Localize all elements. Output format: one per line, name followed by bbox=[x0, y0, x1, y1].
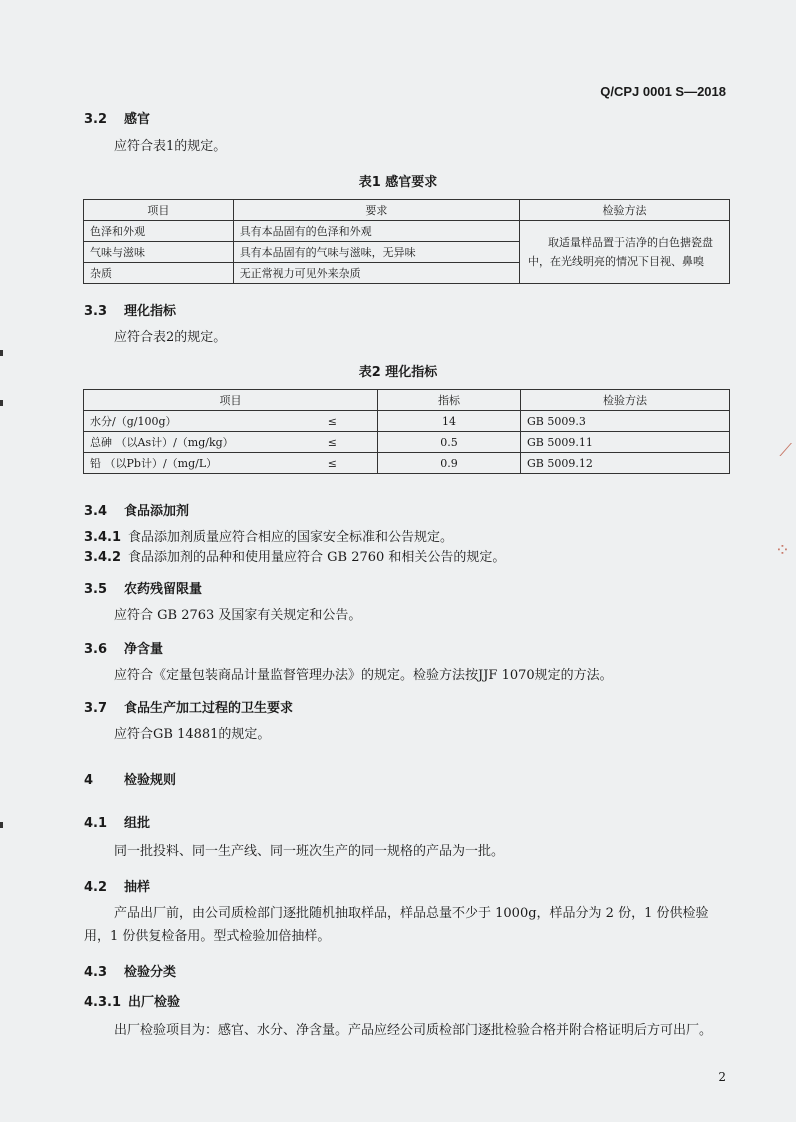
section-3-4-2 bbox=[84, 546, 724, 569]
section-number: 3.4.1 bbox=[84, 530, 122, 545]
section-4-3-1-heading bbox=[84, 991, 180, 1010]
table1-caption: 表1 感官要求 bbox=[358, 175, 438, 190]
section-3-3-text: 应符合表2的规定。 bbox=[114, 330, 227, 345]
operator-cell: ≤ bbox=[300, 432, 377, 453]
section-text: 食品添加剂质量应符合相应的国家安全标准和公告规定。 bbox=[128, 530, 454, 545]
section-3-7-heading bbox=[84, 697, 293, 716]
section-3-6-heading bbox=[84, 638, 163, 657]
section-4-1-text: 同一批投料、同一生产线、同一班次生产的同一规格的产品为一批。 bbox=[114, 844, 505, 859]
section-title: 感官 bbox=[124, 112, 151, 127]
col-header: 检验方法 bbox=[521, 390, 730, 411]
section-number: 4.3 bbox=[84, 965, 108, 980]
section-3-4-heading bbox=[84, 500, 189, 519]
section-number: 3.7 bbox=[84, 701, 108, 716]
section-number: 3.5 bbox=[84, 582, 108, 597]
section-4-3-1-text: 出厂检验项目为：感官、水分、净含量。产品应经公司质检部门逐批检验合格并附合格证明后方可出厂。 bbox=[114, 1023, 713, 1038]
method-cell: 取适量样品置于洁净的白色搪瓷盘中，在光线明亮的情况下目视、鼻嗅 bbox=[520, 221, 730, 284]
section-4-3-heading bbox=[84, 961, 176, 980]
scan-edge-mark bbox=[0, 400, 3, 406]
table-row bbox=[84, 411, 730, 432]
section-title: 食品生产加工过程的卫生要求 bbox=[124, 701, 294, 716]
section-3-5-heading bbox=[84, 578, 202, 597]
item-cell: 水分/（g/100g） bbox=[84, 411, 301, 432]
item-cell: 总砷 （以As计）/（mg/kg） bbox=[84, 432, 301, 453]
requirement-cell: 具有本品固有的色泽和外观 bbox=[233, 221, 519, 242]
requirement-cell: 具有本品固有的气味与滋味，无异味 bbox=[233, 242, 519, 263]
section-3-6-text: 应符合《定量包装商品计量监督管理办法》的规定。检验方法按JJF 1070规定的方法。 bbox=[114, 668, 613, 683]
section-number: 4.1 bbox=[84, 816, 108, 831]
table2-caption: 表2 理化指标 bbox=[358, 365, 438, 380]
section-text: 食品添加剂的品种和使用量应符合 GB 2760 和相关公告的规定。 bbox=[128, 550, 506, 565]
requirement-cell: 无正常视力可见外来杂质 bbox=[233, 263, 519, 284]
stamp-fragment-icon: ⟋ bbox=[779, 440, 792, 461]
table-row bbox=[84, 221, 730, 242]
section-3-7-text: 应符合GB 14881的规定。 bbox=[114, 727, 271, 742]
scan-edge-mark bbox=[0, 822, 3, 828]
section-title: 出厂检验 bbox=[128, 995, 181, 1010]
section-number: 3.3 bbox=[84, 304, 108, 319]
col-header: 指标 bbox=[378, 390, 521, 411]
section-3-5-text: 应符合 GB 2763 及国家有关规定和公告。 bbox=[114, 608, 362, 623]
operator-cell: ≤ bbox=[300, 411, 377, 432]
method-cell: GB 5009.12 bbox=[521, 453, 730, 474]
value-cell: 0.5 bbox=[378, 432, 521, 453]
section-4-heading bbox=[84, 769, 176, 788]
col-header: 检验方法 bbox=[520, 200, 730, 221]
item-cell: 气味与滋味 bbox=[84, 242, 234, 263]
sensory-table bbox=[83, 199, 730, 284]
section-number: 3.4.2 bbox=[84, 550, 122, 565]
section-4-2-heading bbox=[84, 876, 150, 895]
section-title: 农药残留限量 bbox=[124, 582, 203, 597]
section-3-3-heading bbox=[84, 300, 176, 319]
item-cell: 色泽和外观 bbox=[84, 221, 234, 242]
section-title: 组批 bbox=[124, 816, 151, 831]
section-number: 3.4 bbox=[84, 504, 108, 519]
standard-code: Q/CPJ 0001 S—2018 bbox=[600, 84, 726, 99]
section-title: 净含量 bbox=[124, 642, 164, 657]
col-header: 项目 bbox=[84, 390, 378, 411]
table-row bbox=[84, 453, 730, 474]
table-row bbox=[84, 432, 730, 453]
section-number: 3.6 bbox=[84, 642, 108, 657]
section-number: 4.3.1 bbox=[84, 995, 122, 1010]
section-number: 4.2 bbox=[84, 880, 108, 895]
value-cell: 0.9 bbox=[378, 453, 521, 474]
value-cell: 14 bbox=[378, 411, 521, 432]
scan-edge-mark bbox=[0, 350, 3, 356]
section-title: 检验分类 bbox=[124, 965, 177, 980]
item-cell: 杂质 bbox=[84, 263, 234, 284]
section-3-2-text: 应符合表1的规定。 bbox=[114, 139, 227, 154]
col-header: 要求 bbox=[233, 200, 519, 221]
col-header: 项目 bbox=[84, 200, 234, 221]
physicochemical-table bbox=[83, 389, 730, 474]
method-cell: GB 5009.11 bbox=[521, 432, 730, 453]
method-cell: GB 5009.3 bbox=[521, 411, 730, 432]
section-title: 检验规则 bbox=[124, 773, 177, 788]
stamp-fragment-icon: ⁘ bbox=[774, 540, 790, 561]
section-4-2-text: 产品出厂前，由公司质检部门逐批随机抽取样品，样品总量不少于 1000g，样品分为 2 份，1 份供检验用，1 份供复检备用。型式检验加倍抽样。 bbox=[84, 906, 709, 944]
section-title: 食品添加剂 bbox=[124, 504, 190, 519]
item-cell: 铅 （以Pb计）/（mg/L） bbox=[84, 453, 301, 474]
operator-cell: ≤ bbox=[300, 453, 377, 474]
section-title: 抽样 bbox=[124, 880, 151, 895]
section-3-2-heading bbox=[84, 108, 150, 127]
page-number: 2 bbox=[718, 1070, 726, 1084]
section-number: 3.2 bbox=[84, 112, 108, 127]
section-number: 4 bbox=[84, 773, 94, 788]
section-4-1-heading bbox=[84, 812, 150, 831]
section-title: 理化指标 bbox=[124, 304, 177, 319]
